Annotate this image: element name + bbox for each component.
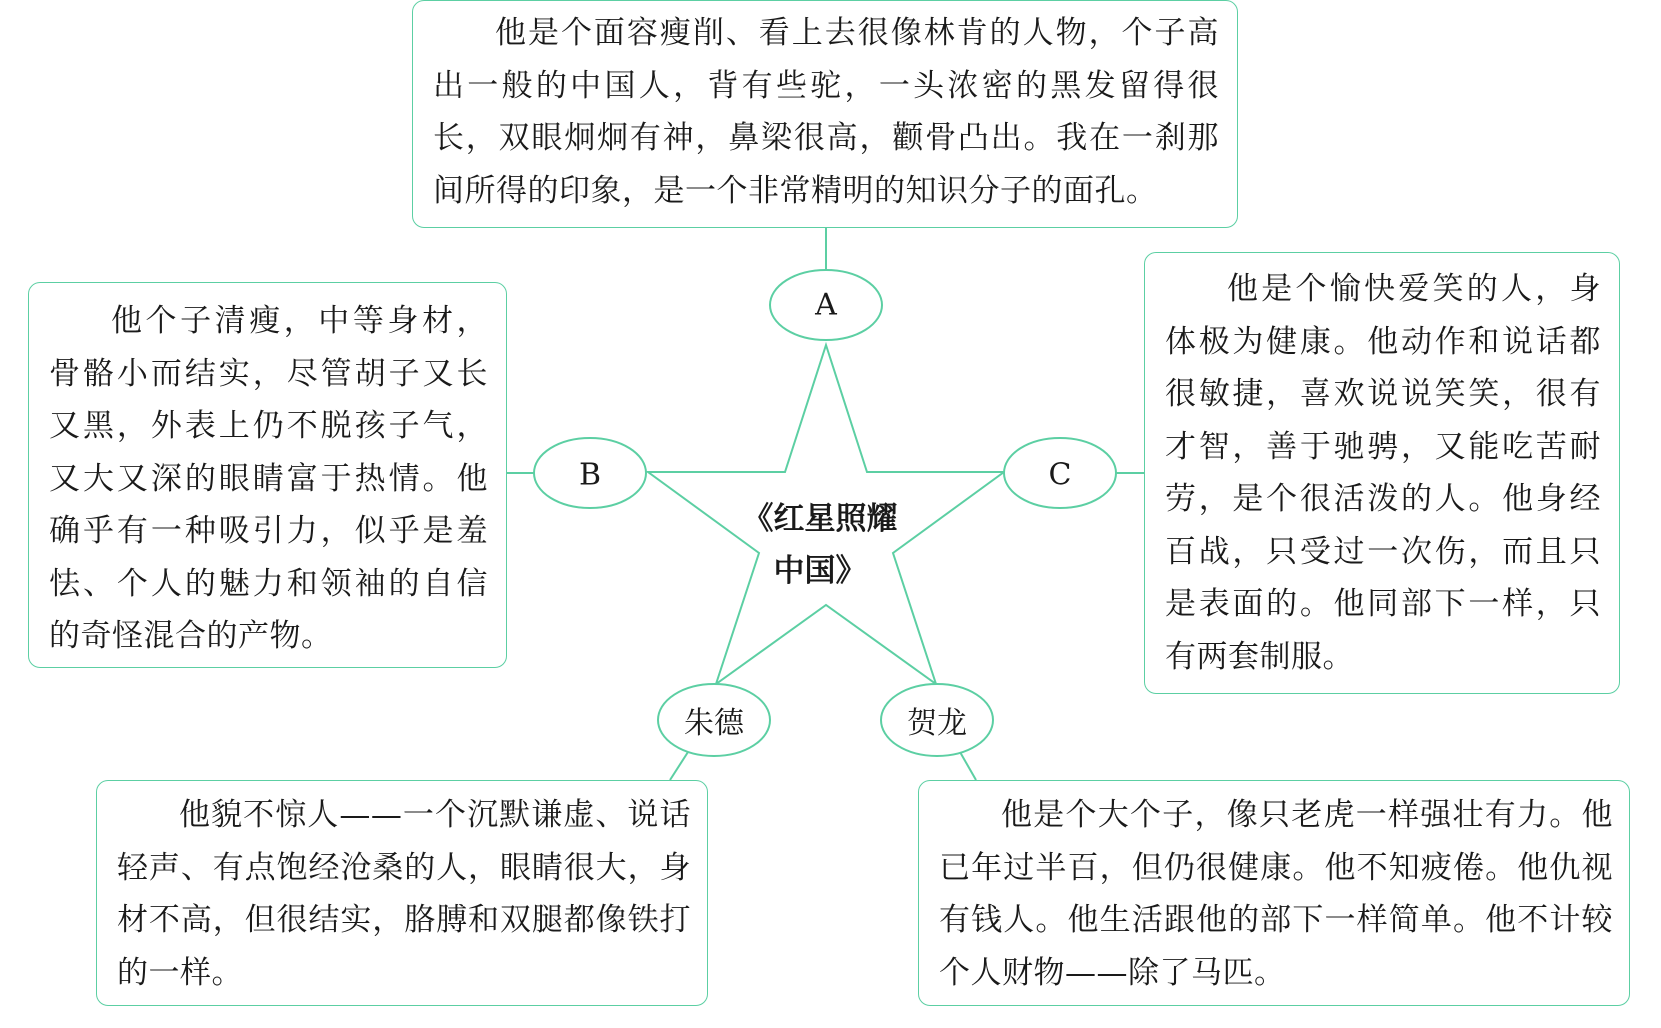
node-zhude-label: 朱德 [684,706,744,741]
center-title [743,493,898,597]
description-box-helong: 他是个大个子，像只老虎一样强壮有力。他已年过半百，但仍很健康。他不知疲倦。他仇视有钱人。他生活跟他的部下一样简单。他不计较个人财物——除了马匹。 [918,780,1630,1006]
description-box-a: 他是个面容瘦削、看上去很像林肯的人物，个子高出一般的中国人，背有些驼，一头浓密的黑发留得很长，双眼炯炯有神，鼻梁很高，颧骨凸出。我在一刹那间所得的印象，是一个非常精明的知识分子的面孔。 [412,0,1238,228]
node-b-label: B [578,457,602,493]
description-box-zhude: 他貌不惊人——一个沉默谦虚、说话轻声、有点饱经沧桑的人，眼睛很大，身材不高，但很结实，胳膊和双腿都像铁打的一样。 [96,780,708,1006]
connector-helong [960,752,976,780]
description-box-b: 他个子清瘦，中等身材，骨骼小而结实，尽管胡子又长又黑，外表上仍不脱孩子气，又大又深的眼睛富于热情。他确乎有一种吸引力，似乎是羞怯、个人的魅力和领袖的自信的奇怪混合的产物。 [28,282,507,668]
node-c-label: C [1048,457,1072,493]
node-a-label: A [815,287,837,323]
center-title-line2: 中国》 [773,553,867,589]
center-title-line1: 《红星照耀 [742,501,898,537]
node-helong-label: 贺龙 [907,706,967,741]
description-box-c: 他是个愉快爱笑的人，身体极为健康。他动作和说话都很敏捷，喜欢说说笑笑，很有才智，善于驰骋，又能吃苦耐劳，是个很活泼的人。他身经百战，只受过一次伤，而且只是表面的。他同部下一样，只有两套制服。 [1144,252,1620,694]
connector-zhude [670,752,688,780]
